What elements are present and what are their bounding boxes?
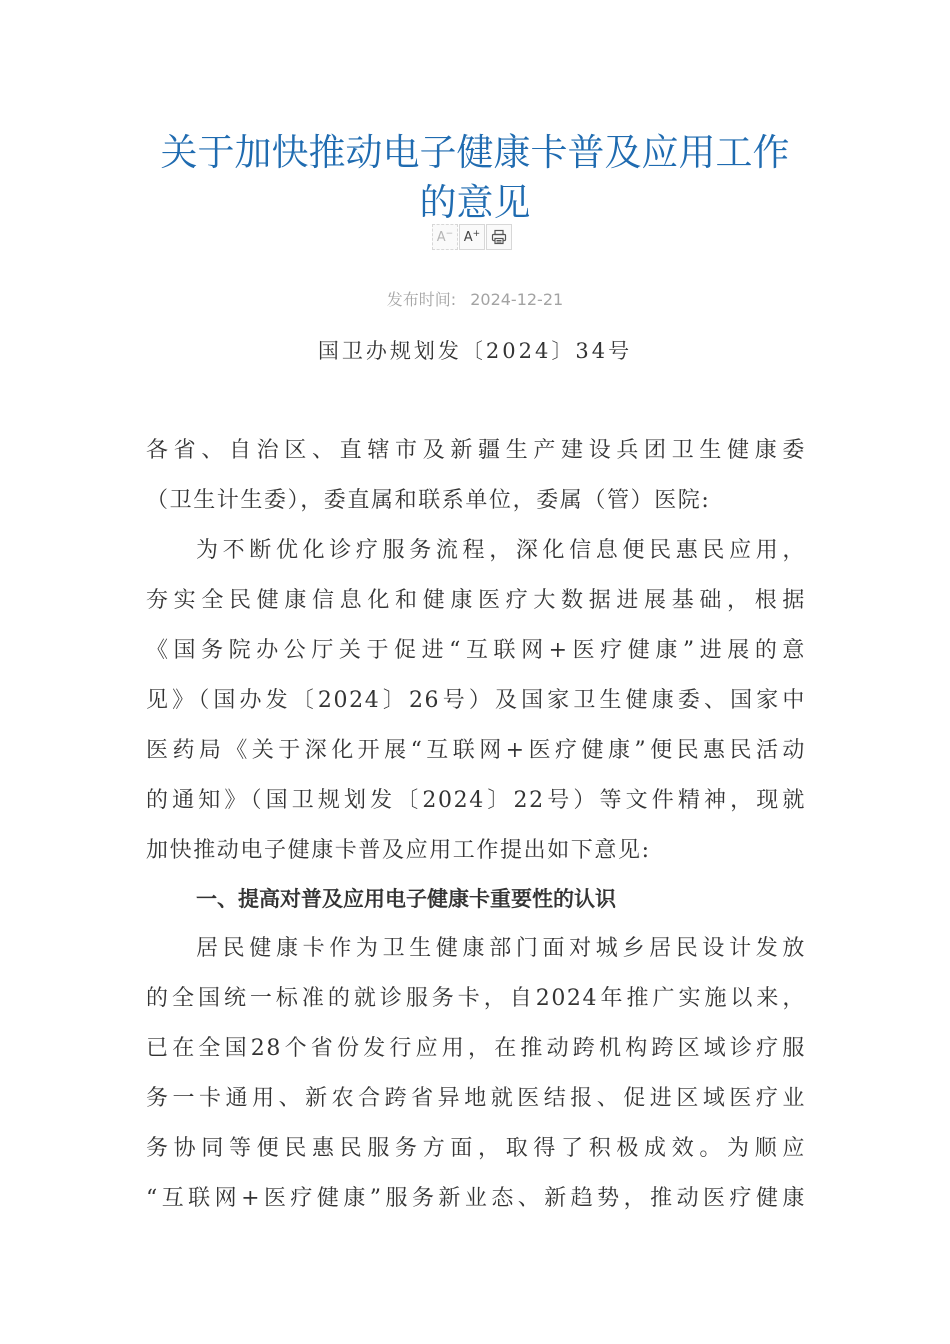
text-size-toolbar bbox=[432, 224, 512, 250]
publish-info bbox=[0, 289, 950, 311]
body-line: 各省、自治区、直辖市及新疆生产建设兵团卫生健康委 bbox=[146, 438, 806, 463]
article-title bbox=[120, 128, 830, 228]
article-title-line-1: 关于加快推动电子健康卡普及应用工作 bbox=[160, 131, 790, 174]
body-line: 《国务院办公厅关于促进“互联网+医疗健康”进展的意 bbox=[146, 638, 806, 663]
article-title-line-2: 的意见 bbox=[419, 181, 531, 224]
body-line: 务一卡通用、新农合跨省异地就医结报、促进区域医疗业 bbox=[146, 1086, 806, 1111]
body-line: 务协同等便民惠民服务方面，取得了积极成效。为顺应 bbox=[146, 1136, 806, 1161]
body-line: 的通知》（国卫规划发〔2024〕22号）等文件精神，现就 bbox=[146, 788, 806, 813]
font-increase-button[interactable] bbox=[459, 224, 485, 250]
publish-label: 发布时间: bbox=[386, 290, 457, 309]
publish-date: 2024-12-21 bbox=[470, 290, 564, 309]
body-line: 医药局《关于深化开展“互联网+医疗健康”便民惠民活动 bbox=[146, 738, 806, 763]
body-line: 居民健康卡作为卫生健康部门面对城乡居民设计发放 bbox=[196, 936, 806, 961]
body-line: 见》（国办发〔2024〕26号）及国家卫生健康委、国家中 bbox=[146, 688, 806, 713]
font-decrease-button[interactable] bbox=[432, 224, 458, 250]
print-button[interactable] bbox=[486, 224, 512, 250]
font-increase-icon: A+ bbox=[463, 229, 481, 245]
body-line: 的全国统一标准的就诊服务卡，自2024年推广实施以来， bbox=[146, 986, 806, 1011]
body-line: “互联网+医疗健康”服务新业态、新趋势，推动医疗健康 bbox=[146, 1186, 806, 1211]
body-line: 加快推动电子健康卡普及应用工作提出如下意见: bbox=[146, 838, 651, 863]
body-line: （卫生计生委），委直属和联系单位，委属（管）医院: bbox=[146, 488, 711, 513]
font-decrease-icon: A− bbox=[436, 229, 454, 245]
section-heading: 一、提高对普及应用电子健康卡重要性的认识 bbox=[196, 887, 616, 911]
body-line: 夯实全民健康信息化和健康医疗大数据进展基础，根据 bbox=[146, 588, 806, 613]
print-icon bbox=[491, 229, 507, 245]
body-line: 已在全国28个省份发行应用，在推动跨机构跨区域诊疗服 bbox=[146, 1036, 806, 1061]
body-line: 为不断优化诊疗服务流程，深化信息便民惠民应用， bbox=[196, 538, 806, 563]
document-number: 国卫办规划发〔2024〕34号 bbox=[317, 339, 633, 363]
